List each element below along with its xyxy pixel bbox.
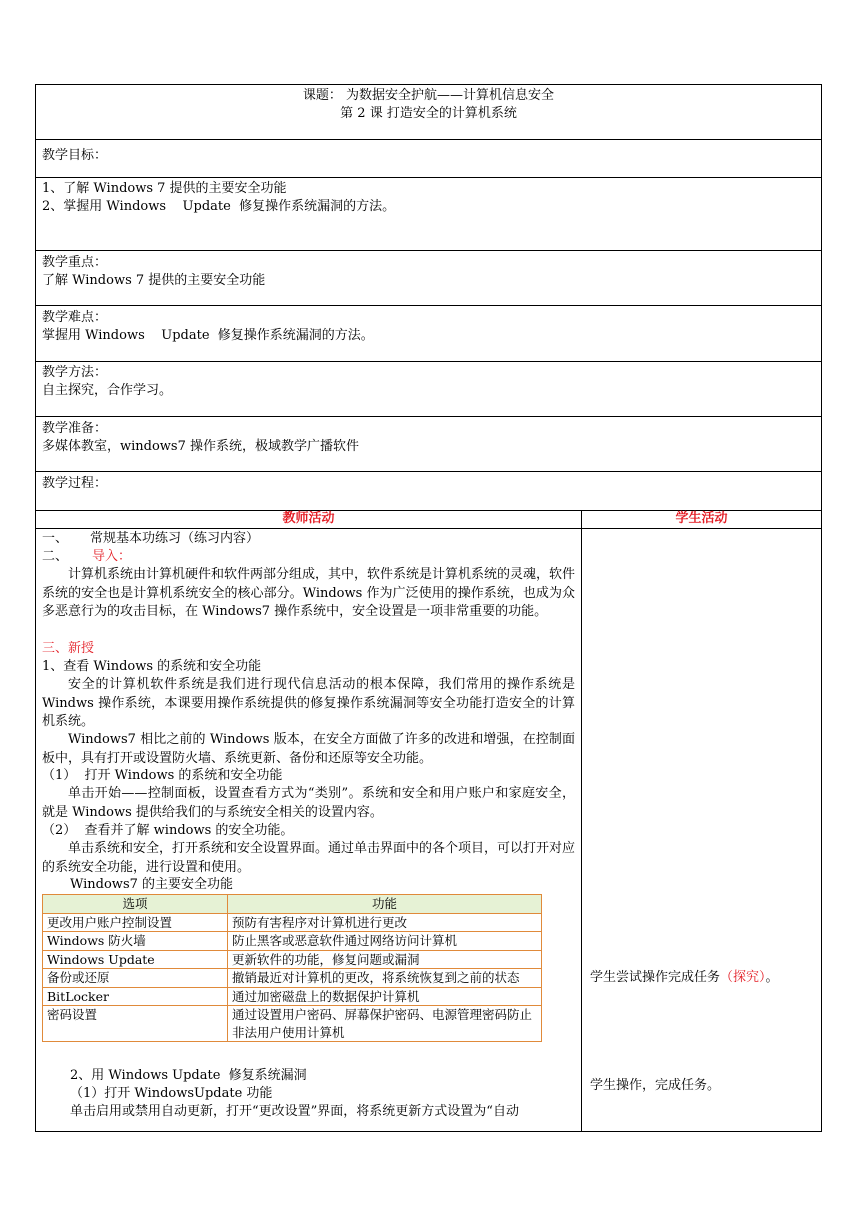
row-divider xyxy=(35,471,822,472)
column-divider xyxy=(581,510,582,1132)
table-cell: 备份或还原 xyxy=(43,969,228,988)
student-activity-end: 。 xyxy=(765,970,779,985)
table-cell: 通过设置用户密码、屏幕保护密码、电源管理密码防止非法用户使用计算机 xyxy=(228,1006,542,1042)
subheading: （1） 打开 Windows 的系统和安全功能 xyxy=(42,768,283,783)
table-header-cell: 选项 xyxy=(43,895,228,914)
row-divider xyxy=(35,361,822,362)
paragraph: 单击系统和安全，打开系统和安全设置界面。通过单击界面中的各个项目，可以打开对应的系统安全功能，进行设置和使用。 xyxy=(42,841,576,875)
paragraph: 单击开始——控制面板，设置查看方式为“类别”。系统和安全和用户账户和家庭安全，就是 Windows 提供给我们的与系统安全相关的设置内容。 xyxy=(42,786,575,820)
teacher-activity-header: 教师活动 xyxy=(282,511,335,526)
explore-tag: （探究） xyxy=(720,970,766,985)
table-cell: Windows 防火墙 xyxy=(43,932,228,951)
prep-label: 教学准备： xyxy=(42,421,108,436)
table-cell: 撤销最近对计算机的更改，将系统恢复到之前的状态 xyxy=(228,969,542,988)
section-number: 二、 xyxy=(42,549,69,564)
section-number: 一、 xyxy=(42,531,69,546)
table-cell: 更改用户账户控制设置 xyxy=(43,913,228,932)
goal-item: 1、了解 Windows 7 提供的主要安全功能 xyxy=(42,181,287,196)
intro-paragraph: 计算机系统由计算机硬件和软件两部分组成，其中，软件系统是计算机系统的灵魂，软件系统的安全也是计算机系统安全的核心部分。Windows 作为广泛使用的操作系统，也成为众多恶意行为的攻击目标，在 Windows7 操作系统中，安全设置是一项非常重要的功能。 xyxy=(42,567,576,619)
prep-text: 多媒体教室，windows7 操作系统，极域教学广播软件 xyxy=(42,439,360,454)
table-cell: 防止黑客或恶意软件通过网络访问计算机 xyxy=(228,932,542,951)
table-row xyxy=(43,1006,542,1042)
goals-label: 教学目标： xyxy=(42,148,108,163)
key-point-label: 教学重点： xyxy=(42,255,108,270)
student-activity-header: 学生活动 xyxy=(675,511,728,526)
student-activity-2: 学生操作，完成任务。 xyxy=(590,1078,721,1093)
subheading: （1）打开 WindowsUpdate 功能 xyxy=(70,1086,273,1101)
heading-windows-update: 2、用 Windows Update 修复系统漏洞 xyxy=(70,1068,307,1083)
table-row xyxy=(43,950,542,969)
security-features-table xyxy=(42,894,542,1042)
subheading: （2） 查看并了解 windows 的安全功能。 xyxy=(42,823,294,838)
section-new-lesson: 三、新授 xyxy=(42,641,95,656)
section-practice: 常规基本功练习（练习内容） xyxy=(90,531,260,546)
student-activity-text: 学生尝试操作完成任务 xyxy=(590,970,721,985)
table-header-row xyxy=(43,895,542,914)
process-label: 教学过程： xyxy=(42,476,108,491)
student-activity-1 xyxy=(590,969,779,987)
table-row xyxy=(43,932,542,951)
table-header-cell: 功能 xyxy=(228,895,542,914)
table-cell: 密码设置 xyxy=(43,1006,228,1042)
row-divider xyxy=(35,416,822,417)
table-cell: BitLocker xyxy=(43,987,228,1006)
row-divider xyxy=(35,528,822,529)
difficulty-text: 掌握用 Windows Update 修复操作系统漏洞的方法。 xyxy=(42,328,374,343)
table-cell: 预防有害程序对计算机进行更改 xyxy=(228,913,542,932)
table-caption: Windows7 的主要安全功能 xyxy=(70,877,234,892)
row-divider xyxy=(35,177,822,178)
goal-item: 2、掌握用 Windows Update 修复操作系统漏洞的方法。 xyxy=(42,199,396,214)
paragraph: 安全的计算机软件系统是我们进行现代信息活动的根本保障，我们常用的操作系统是 Windws 操作系统，本课要用操作系统提供的修复操作系统漏洞等安全功能打造安全的计算机系统。 xyxy=(42,677,575,729)
table-cell: Windows Update xyxy=(43,950,228,969)
row-divider xyxy=(35,305,822,306)
key-point-text: 了解 Windows 7 提供的主要安全功能 xyxy=(42,273,266,288)
method-label: 教学方法： xyxy=(42,365,108,380)
table-row xyxy=(43,913,542,932)
table-cell: 更新软件的功能，修复问题或漏洞 xyxy=(228,950,542,969)
difficulty-label: 教学难点： xyxy=(42,310,108,325)
row-divider xyxy=(35,139,822,140)
method-text: 自主探究，合作学习。 xyxy=(42,383,173,398)
row-divider xyxy=(35,250,822,251)
table-row xyxy=(43,969,542,988)
paragraph: 单击启用或禁用自动更新，打开“更改设置”界面，将系统更新方式设置为“自动 xyxy=(70,1104,519,1119)
section-intro: 导入： xyxy=(92,549,132,564)
paragraph: Windows7 相比之前的 Windows 版本，在安全方面做了许多的改进和增强，在控制面板中，具有打开或设置防火墙、系统更新、备份和还原等安全功能。 xyxy=(42,732,575,766)
table-row xyxy=(43,987,542,1006)
table-cell: 通过加密磁盘上的数据保护计算机 xyxy=(228,987,542,1006)
lesson-title: 第 2 课 打造安全的计算机系统 xyxy=(340,106,517,121)
heading-view-security: 1、查看 Windows 的系统和安全功能 xyxy=(42,659,262,674)
lesson-topic: 课题： 为数据安全护航——计算机信息安全 xyxy=(302,88,555,103)
